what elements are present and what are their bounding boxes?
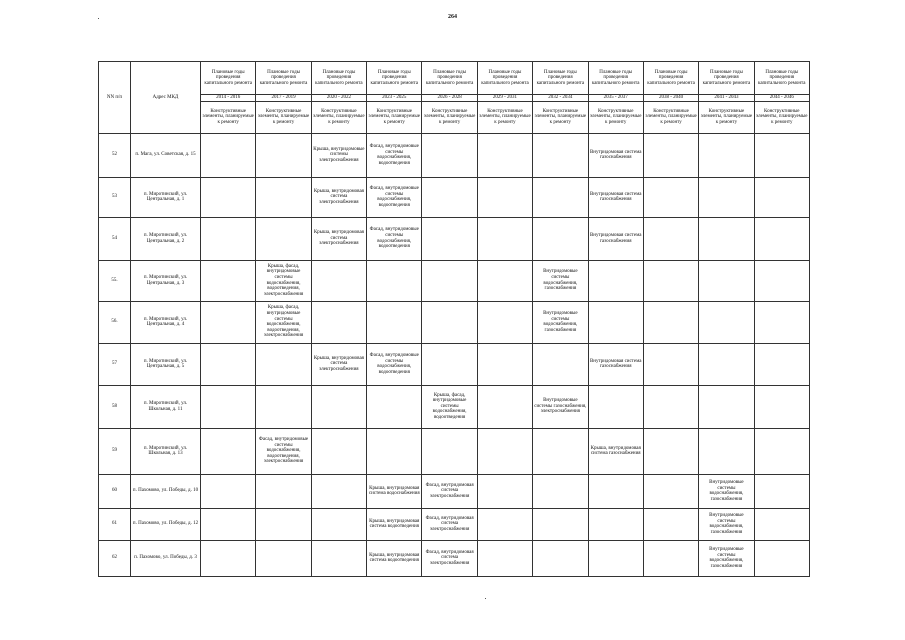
header-period-label: Плановые годы проведения капитального ремонта [533,62,588,95]
table-row [99,474,810,508]
repair-elements-cell [201,508,256,540]
repair-elements-cell [643,343,698,385]
repair-elements-cell [477,474,532,508]
header-elements-label: Конструктивные элементы, планируемые к ремонту [588,101,643,133]
period-range: 2029 - 2031 [477,95,532,102]
repair-elements-cell [256,343,311,385]
period-range: 2038 - 2040 [643,95,698,102]
repair-elements-cell [699,301,754,343]
row-address: п. Миротинский, ул. Школьная, д. 13 [131,428,201,474]
repair-elements-cell [367,301,422,343]
table-row [99,217,810,260]
repair-elements-cell [477,177,532,217]
row-number: 53 [99,177,131,217]
table-row [99,343,810,385]
repair-elements-cell [754,474,809,508]
repair-elements-cell: Крыша, внутридомовая система водоотведения [367,508,422,540]
repair-elements-cell [256,540,311,576]
header-elements-label: Конструктивные элементы, планируемые к ремонту [533,101,588,133]
period-range: 2035 - 2037 [588,95,643,102]
repair-elements-cell [422,301,477,343]
row-address: п. Миротинский, ул. Центральная, д. 4 [131,301,201,343]
repair-elements-cell: Крыша, внутридомовая система электроснабжения [311,177,366,217]
repair-elements-cell [643,260,698,301]
table-row [99,428,810,474]
row-address: п. Пахомово, ул. Победы, д. 10 [131,474,201,508]
repair-elements-cell [699,343,754,385]
repair-elements-cell [699,428,754,474]
repair-elements-cell [256,385,311,428]
repair-elements-cell: Внутридомовые системы водоснабжения, газоснабжения [699,508,754,540]
repair-elements-cell: Крыша, внутридомовая система газоснабжения [588,428,643,474]
repair-elements-cell: Фасад, внутридомовые системы водоснабжения, водоотведения [367,343,422,385]
repair-elements-cell [588,260,643,301]
header-period-label: Плановые годы проведения капитального ремонта [256,62,311,95]
repair-elements-cell [311,301,366,343]
table-row [99,508,810,540]
repair-elements-cell [422,177,477,217]
repair-elements-cell [477,301,532,343]
repair-elements-cell [643,217,698,260]
table-row [99,177,810,217]
header-period-label: Плановые годы проведения капитального ремонта [311,62,366,95]
repair-elements-cell: Внутридомовая система газоснабжения [588,133,643,177]
repair-elements-cell [754,508,809,540]
repair-elements-cell [643,474,698,508]
repair-elements-cell: Крыша, фасад, внутридомовые системы водоснабжения, водоотведения, электроснабжения [256,301,311,343]
repair-elements-cell [201,385,256,428]
repair-elements-cell [256,474,311,508]
row-number: 52 [99,133,131,177]
repair-elements-cell [588,301,643,343]
repair-elements-cell [588,474,643,508]
repair-elements-cell: Крыша, внутридомовая система водоснабжения [367,474,422,508]
period-range: 2026 - 2028 [422,95,477,102]
period-range: 2020 - 2022 [311,95,366,102]
repair-elements-cell [643,301,698,343]
repair-elements-cell [367,260,422,301]
repair-elements-cell: Внутридомовые системы газоснабжения, электроснабжения [533,385,588,428]
row-number: 55. [99,260,131,301]
repair-elements-cell [754,343,809,385]
period-range: 2023 - 2025 [367,95,422,102]
repair-elements-cell [256,133,311,177]
repair-elements-cell [754,217,809,260]
row-number: 62 [99,540,131,576]
row-number: 57 [99,343,131,385]
period-range: 2044 - 2046 [754,95,809,102]
table-row [99,540,810,576]
period-range: 2017 - 2019 [256,95,311,102]
row-address: п. Миротинский, ул. Центральная, д. 1 [131,177,201,217]
header-row-elements [99,101,810,133]
scan-speck [485,598,486,599]
repair-elements-cell [754,540,809,576]
capital-repair-table [98,61,810,577]
repair-elements-cell: Крыша, фасад, внутридомовые системы водоснабжения, водоотведения, электроснабжения [256,260,311,301]
repair-elements-cell: Внутридомовые системы водоснабжения, газоснабжения [699,540,754,576]
repair-elements-cell [201,217,256,260]
header-elements-label: Конструктивные элементы, планируемые к ремонту [699,101,754,133]
repair-elements-cell: Внутридомовая система газоснабжения [588,343,643,385]
repair-elements-cell [201,177,256,217]
repair-elements-cell: Фасад, внутридомовая система электроснабжения [422,474,477,508]
repair-elements-cell [256,177,311,217]
repair-elements-cell: Внутридомовые системы водоснабжения, газоснабжения [533,301,588,343]
repair-elements-cell [754,133,809,177]
repair-elements-cell [588,385,643,428]
repair-elements-cell [754,301,809,343]
repair-elements-cell: Внутридомовые системы водоснабжения, газоснабжения [699,474,754,508]
repair-elements-cell [533,343,588,385]
repair-elements-cell [477,385,532,428]
row-number: 54 [99,217,131,260]
repair-elements-cell [201,133,256,177]
repair-elements-cell [477,540,532,576]
repair-elements-cell [754,385,809,428]
header-elements-label: Конструктивные элементы, планируемые к ремонту [256,101,311,133]
row-number: 58 [99,385,131,428]
header-period-label: Плановые годы проведения капитального ремонта [422,62,477,95]
repair-elements-cell [422,428,477,474]
repair-elements-cell [477,343,532,385]
row-number: 61 [99,508,131,540]
row-address: п. Миротинский, ул. Центральная, д. 5 [131,343,201,385]
row-number: 59 [99,428,131,474]
header-period-label: Плановые годы проведения капитального ремонта [754,62,809,95]
repair-elements-cell [588,508,643,540]
repair-elements-cell [311,385,366,428]
repair-elements-cell [422,217,477,260]
repair-elements-cell: Крыша, внутридомовая система электроснабжения [311,217,366,260]
repair-elements-cell [533,428,588,474]
header-period-label: Плановые годы проведения капитального ремонта [588,62,643,95]
repair-elements-cell [533,177,588,217]
header-elements-label: Конструктивные элементы, планируемые к ремонту [422,101,477,133]
repair-elements-cell: Фасад, внутридомовые системы водоснабжения, водоотведения, электроснабжения [256,428,311,474]
repair-elements-cell [477,508,532,540]
table-row [99,260,810,301]
header-row-periods [99,62,810,95]
repair-elements-cell [643,540,698,576]
repair-elements-cell [256,217,311,260]
table-row [99,133,810,177]
repair-elements-cell [201,343,256,385]
header-elements-label: Конструктивные элементы, планируемые к ремонту [311,101,366,133]
repair-elements-cell [201,474,256,508]
page-number: 264 [448,14,457,20]
repair-elements-cell: Фасад, внутридомовые системы водоснабжения, водоотведения [367,177,422,217]
repair-elements-cell [311,474,366,508]
repair-elements-cell [477,217,532,260]
header-period-label: Плановые годы проведения капитального ремонта [699,62,754,95]
repair-elements-cell [311,428,366,474]
header-elements-label: Конструктивные элементы, планируемые к ремонту [367,101,422,133]
header-period-label: Плановые годы проведения капитального ремонта [477,62,532,95]
repair-elements-cell [477,133,532,177]
repair-elements-cell [643,508,698,540]
repair-elements-cell: Внутридомовая система газоснабжения [588,217,643,260]
scan-speck [98,18,99,19]
repair-elements-cell [256,508,311,540]
repair-elements-cell [311,260,366,301]
header-elements-label: Конструктивные элементы, планируемые к ремонту [477,101,532,133]
repair-elements-cell [533,508,588,540]
repair-elements-cell [201,301,256,343]
repair-elements-cell: Крыша, внутридомовые системы электроснабжения [311,133,366,177]
repair-elements-cell: Крыша, фасад, внутридомовые системы водоснабжения, водоотведения [422,385,477,428]
repair-elements-cell [201,540,256,576]
row-address: п. Пахомово, ул. Победы, д. 12 [131,508,201,540]
row-address: п. Пахомово, ул. Победы, д. 3 [131,540,201,576]
row-address: п. Мага, ул. Советская, д. 15 [131,133,201,177]
header-num: NN п/п [99,62,131,134]
repair-elements-cell: Фасад, внутридомовые системы водоснабжения, водоотведения [367,133,422,177]
row-number: 60 [99,474,131,508]
repair-elements-cell [754,428,809,474]
repair-elements-cell [422,133,477,177]
repair-elements-cell [699,217,754,260]
period-range: 2041 - 2043 [699,95,754,102]
repair-elements-cell [643,428,698,474]
repair-elements-cell [422,260,477,301]
row-number: 56. [99,301,131,343]
header-period-label: Плановые годы проведения капитального ремонта [367,62,422,95]
repair-elements-cell: Крыша, внутридомовая система водоотведения [367,540,422,576]
repair-elements-cell [588,540,643,576]
repair-elements-cell [699,177,754,217]
repair-elements-cell [367,428,422,474]
header-period-label: Плановые годы проведения капитального ремонта [201,62,256,95]
repair-elements-cell [477,428,532,474]
header-elements-label: Конструктивные элементы, планируемые к ремонту [643,101,698,133]
repair-elements-cell [311,508,366,540]
header-elements-label: Конструктивные элементы, планируемые к ремонту [754,101,809,133]
table-row [99,385,810,428]
repair-elements-cell [754,177,809,217]
header-row-ranges [99,95,810,102]
repair-elements-cell [422,343,477,385]
repair-elements-cell [699,385,754,428]
repair-elements-cell [311,540,366,576]
repair-elements-cell [533,217,588,260]
repair-elements-cell: Фасад, внутридомовая система электроснабжения [422,508,477,540]
row-address: п. Миротинский, ул. Школьная, д. 11 [131,385,201,428]
header-address: Адрес МКД [131,62,201,134]
repair-elements-cell [477,260,532,301]
repair-elements-cell: Фасад, внутридомовые системы водоснабжения, водоотведения [367,217,422,260]
repair-elements-cell [643,177,698,217]
row-address: п. Миротинский, ул. Центральная, д. 2 [131,217,201,260]
repair-elements-cell [533,133,588,177]
repair-elements-cell [643,385,698,428]
repair-elements-cell: Фасад, внутридомовая система электроснабжения [422,540,477,576]
repair-elements-cell [201,260,256,301]
repair-elements-cell [754,260,809,301]
repair-elements-cell [699,133,754,177]
repair-elements-cell: Внутридомовая система газоснабжения [588,177,643,217]
repair-elements-cell [699,260,754,301]
repair-elements-cell: Внутридомовые системы водоснабжения, газоснабжения [533,260,588,301]
repair-elements-cell [533,474,588,508]
repair-elements-cell [201,428,256,474]
header-elements-label: Конструктивные элементы, планируемые к ремонту [201,101,256,133]
period-range: 2014 - 2016 [201,95,256,102]
repair-elements-cell [367,385,422,428]
period-range: 2032 - 2034 [533,95,588,102]
header-period-label: Плановые годы проведения капитального ремонта [643,62,698,95]
repair-elements-cell [533,540,588,576]
repair-elements-cell: Крыша, внутридомовая система электроснабжения [311,343,366,385]
table-row [99,301,810,343]
repair-elements-cell [643,133,698,177]
row-address: п. Миротинский, ул. Центральная, д. 3 [131,260,201,301]
